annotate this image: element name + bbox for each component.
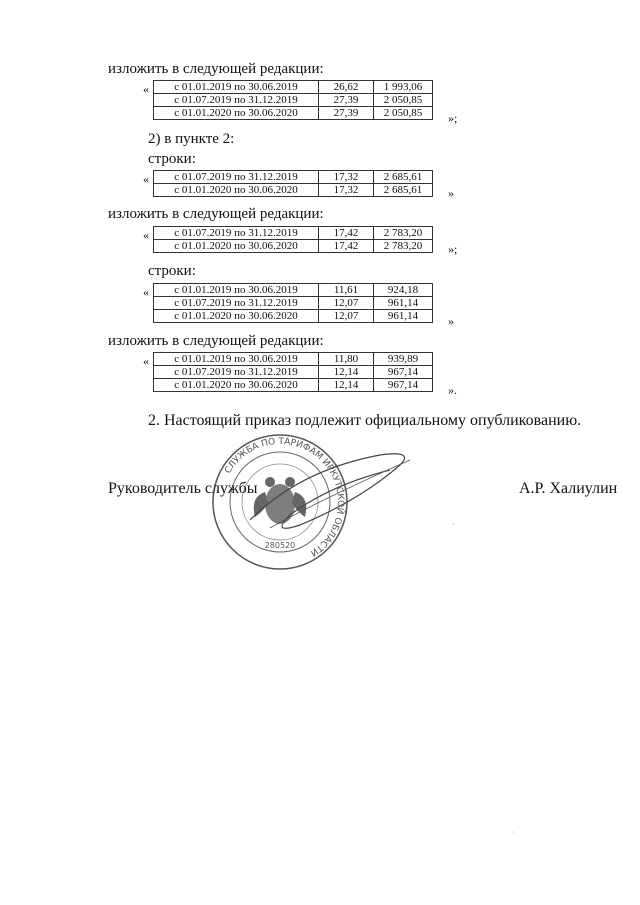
period-cell: с 01.01.2020 по 30.06.2020 — [154, 184, 319, 197]
amount-cell: 967,14 — [374, 366, 433, 379]
period-cell: с 01.01.2019 по 30.06.2019 — [154, 284, 319, 297]
instruction-text-1: изложить в следующей редакции: — [108, 61, 324, 77]
rate-cell: 17,42 — [319, 227, 374, 240]
amount-cell: 939,89 — [374, 353, 433, 366]
amount-cell: 967,14 — [374, 379, 433, 392]
rate-cell: 27,39 — [319, 94, 374, 107]
instruction-text-4: изложить в следующей редакции: — [108, 206, 324, 222]
amount-cell: 924,18 — [374, 284, 433, 297]
rate-cell: 12,14 — [319, 366, 374, 379]
signature-icon — [240, 440, 420, 540]
order-paragraph: 2. Настоящий приказ подлежит официальному опубликованию. — [148, 412, 582, 429]
rate-cell: 11,80 — [319, 353, 374, 366]
table-row — [154, 297, 433, 310]
instruction-text-5: строки: — [148, 263, 196, 279]
instruction-text-2: 2) в пункте 2: — [148, 131, 235, 147]
table-row — [154, 284, 433, 297]
close-quote: »; — [448, 111, 458, 125]
rate-cell: 27,39 — [319, 107, 374, 120]
table-row — [154, 81, 433, 94]
table-row — [154, 310, 433, 323]
open-quote: « — [143, 285, 149, 299]
tariff-block-2 — [143, 170, 473, 200]
period-cell: с 01.01.2020 по 30.06.2020 — [154, 379, 319, 392]
tariff-table — [153, 283, 433, 323]
tariff-block-5 — [143, 352, 473, 398]
tariff-table — [153, 226, 433, 253]
tariff-block-3 — [143, 226, 473, 256]
amount-cell: 1 993,06 — [374, 81, 433, 94]
tariff-block-4 — [143, 283, 473, 329]
period-cell: с 01.01.2020 по 30.06.2020 — [154, 107, 319, 120]
signer-name: А.Р. Халиулин — [519, 480, 618, 497]
tariff-table — [153, 80, 433, 120]
amount-cell: 2 685,61 — [374, 184, 433, 197]
rate-cell: 26,62 — [319, 81, 374, 94]
table-row — [154, 366, 433, 379]
period-cell: с 01.07.2019 по 31.12.2019 — [154, 227, 319, 240]
period-cell: с 01.07.2019 по 31.12.2019 — [154, 366, 319, 379]
table-row — [154, 184, 433, 197]
open-quote: « — [143, 354, 149, 368]
tariff-table — [153, 170, 433, 197]
instruction-text-3: строки: — [148, 151, 196, 167]
tariff-block-1 — [143, 80, 473, 126]
rate-cell: 12,14 — [319, 379, 374, 392]
rate-cell: 17,42 — [319, 240, 374, 253]
tariff-table — [153, 352, 433, 392]
table-row — [154, 227, 433, 240]
scan-dot: · — [512, 828, 515, 837]
table-row — [154, 107, 433, 120]
rate-cell: 12,07 — [319, 310, 374, 323]
amount-cell: 2 783,20 — [374, 240, 433, 253]
table-row — [154, 240, 433, 253]
open-quote: « — [143, 82, 149, 96]
amount-cell: 2 783,20 — [374, 227, 433, 240]
close-quote: » — [448, 314, 454, 328]
amount-cell: 961,14 — [374, 297, 433, 310]
amount-cell: 2 050,85 — [374, 94, 433, 107]
rate-cell: 11,61 — [319, 284, 374, 297]
amount-cell: 961,14 — [374, 310, 433, 323]
period-cell: с 01.01.2019 по 30.06.2019 — [154, 81, 319, 94]
rate-cell: 12,07 — [319, 297, 374, 310]
period-cell: с 01.07.2019 по 31.12.2019 — [154, 297, 319, 310]
seal-text: СЛУЖБА ПО ТАРИФАМ ИРКУТСКОЙ ОБЛАСТИ — [223, 436, 346, 558]
period-cell: с 01.01.2020 по 30.06.2020 — [154, 310, 319, 323]
table-row — [154, 171, 433, 184]
table-row — [154, 379, 433, 392]
amount-cell: 2 685,61 — [374, 171, 433, 184]
open-quote: « — [143, 228, 149, 242]
close-quote: » — [448, 186, 454, 200]
rate-cell: 17,32 — [319, 171, 374, 184]
rate-cell: 17,32 — [319, 184, 374, 197]
instruction-text-6: изложить в следующей редакции: — [108, 333, 324, 349]
close-quote: »; — [448, 242, 458, 256]
period-cell: с 01.01.2020 по 30.06.2020 — [154, 240, 319, 253]
amount-cell: 2 050,85 — [374, 107, 433, 120]
scan-dot: · — [452, 520, 455, 529]
close-quote: ». — [448, 383, 457, 397]
period-cell: с 01.07.2019 по 31.12.2019 — [154, 171, 319, 184]
period-cell: с 01.01.2019 по 30.06.2019 — [154, 353, 319, 366]
signer-title: Руководитель службы — [108, 480, 258, 497]
period-cell: с 01.07.2019 по 31.12.2019 — [154, 94, 319, 107]
table-row — [154, 353, 433, 366]
table-row — [154, 94, 433, 107]
seal-number: 280520 — [264, 541, 296, 550]
open-quote: « — [143, 172, 149, 186]
